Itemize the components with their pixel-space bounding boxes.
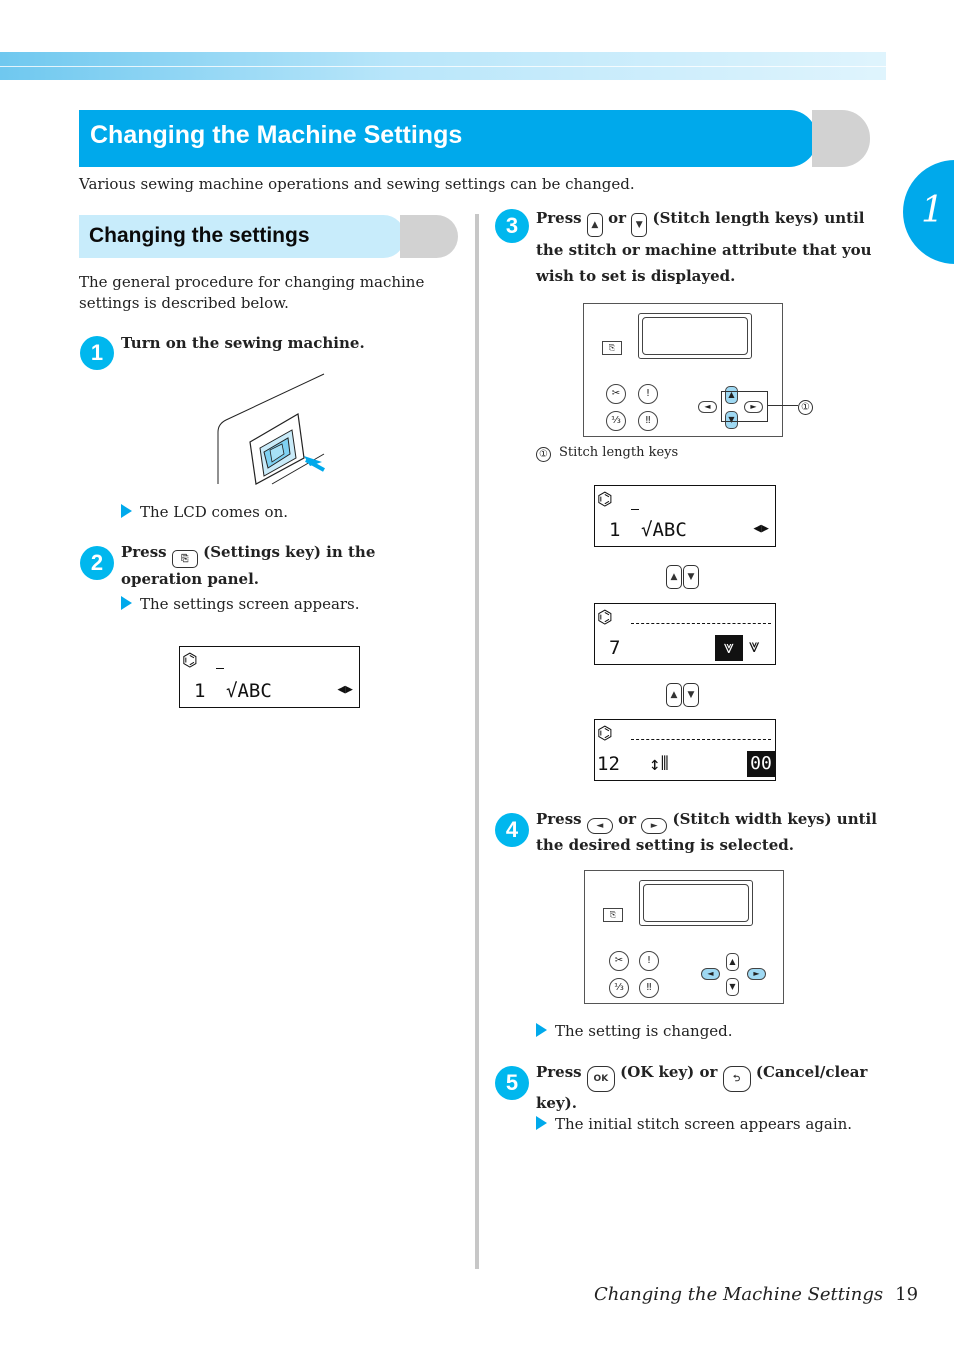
ok-key-icon: OK <box>587 1066 615 1092</box>
stitch-icon: ⌬ <box>182 650 198 671</box>
panel-lcd <box>638 313 752 359</box>
panel-up-key: ▲ <box>725 386 738 404</box>
stitch-length-up-key-icon: ▲ <box>587 213 603 237</box>
lcd-screen-a <box>594 485 776 547</box>
step-3-or: or <box>608 209 627 227</box>
step-3-number: 3 <box>495 209 529 243</box>
stitch-icon: ⌬ <box>597 489 613 510</box>
result-arrow-icon <box>121 504 132 518</box>
up-key-icon: ▲ <box>666 683 682 707</box>
section-title: Changing the settings <box>89 224 310 247</box>
lcd-screen-c <box>594 719 776 781</box>
step-1-result-text: The LCD comes on. <box>140 503 289 521</box>
header-band-line <box>0 66 886 67</box>
step-4-number: 4 <box>495 813 529 847</box>
header-band <box>0 52 886 80</box>
lcd-number: 7 <box>609 637 621 659</box>
panel-down-key: ▼ <box>726 978 739 996</box>
column-divider <box>475 214 479 1269</box>
cancel-key-icon: ⮌ <box>723 1066 751 1092</box>
step-5-rest: (Cancel/clear key). <box>536 1063 868 1112</box>
step-5-result <box>536 1115 852 1133</box>
panel-left-key: ◄ <box>698 401 717 413</box>
stitch-icon: ⌬ <box>597 607 613 628</box>
result-arrow-icon <box>536 1116 547 1130</box>
step-4-rest: (Stitch width keys) until the desired setting is selected. <box>536 810 877 854</box>
caption-callout: ① <box>536 447 551 462</box>
lcd-number: 1 <box>194 680 206 702</box>
step-4-text <box>536 808 881 856</box>
lcd-value: √ABC <box>641 519 687 541</box>
lcd-settings-screen <box>179 646 360 708</box>
panel-up-key: ▲ <box>726 953 739 971</box>
reverse-icon: ! <box>638 384 658 404</box>
chapter-number: 1 <box>921 190 944 231</box>
step-2-rest: (Settings key) in the operation panel. <box>121 543 376 588</box>
chapter-tab <box>903 160 954 264</box>
intro-text: Various sewing machine operations and sewing settings can be changed. <box>79 175 635 193</box>
step-2-result-text: The settings screen appears. <box>140 595 360 613</box>
result-arrow-icon <box>536 1023 547 1037</box>
needle-position-icon: ⅓ <box>606 411 626 431</box>
lcd-number: 1 <box>609 519 621 541</box>
step-3-rest: (Stitch length keys) until the stitch or machine attribute that you wish to set is displayed. <box>536 209 872 285</box>
title-bar-shadow <box>812 110 870 167</box>
panel-lcd <box>639 880 753 926</box>
step-5-press: Press <box>536 1063 582 1081</box>
up-key-icon: ▲ <box>666 565 682 589</box>
down-key-icon: ▼ <box>683 565 699 589</box>
step-3-press: Press <box>536 209 582 227</box>
lcd-value: √ABC <box>226 680 272 702</box>
settings-key-icon: ⎘ <box>602 341 622 355</box>
step-4-press: Press <box>536 810 582 828</box>
settings-key-icon: ⎘ <box>603 908 623 922</box>
stitch-width-left-key-icon: ◄ <box>587 818 613 834</box>
stitch-width-right-key-icon: ► <box>641 818 667 834</box>
lcd-number: 12 <box>597 753 620 775</box>
panel-right-key: ► <box>744 401 763 413</box>
operation-panel-1 <box>583 303 783 437</box>
reinforce-icon: ‼ <box>639 978 659 998</box>
step-3-text <box>536 205 881 289</box>
step-4-result <box>536 1022 733 1040</box>
needle-position-icon: ⅓ <box>609 978 629 998</box>
callout-box <box>721 391 768 422</box>
panel-down-key: ▼ <box>725 411 738 429</box>
step-5-mid: (OK key) or <box>620 1063 718 1081</box>
settings-key-icon: ⎘ <box>172 550 198 568</box>
step-5-text <box>536 1061 881 1114</box>
page-title: Changing the Machine Settings <box>90 121 463 149</box>
step-1-number: 1 <box>80 336 114 370</box>
scissors-icon: ✂ <box>606 384 626 404</box>
step-1-result <box>121 503 288 521</box>
lcd-screen-b <box>594 603 776 665</box>
step-2-number: 2 <box>80 546 114 580</box>
panel-right-key: ► <box>747 968 766 980</box>
section-bar-shadow <box>400 215 458 258</box>
caption-text: Stitch length keys <box>559 445 679 460</box>
page-footer <box>594 1284 918 1305</box>
stitch-length-caption <box>536 445 678 461</box>
step-5-result-text: The initial stitch screen appears again. <box>555 1115 853 1133</box>
stitch-icon: ⌬ <box>597 723 613 744</box>
panel-left-key: ◄ <box>701 968 720 980</box>
down-key-icon: ▼ <box>683 683 699 707</box>
page-number: 19 <box>895 1284 919 1305</box>
lcd-selected-icon: ⩔ <box>715 635 743 661</box>
scissors-icon: ✂ <box>609 951 629 971</box>
lcd-arrows-icon: ◀▶ <box>337 682 353 697</box>
step-2-press: Press <box>121 543 167 561</box>
step-2-text <box>121 541 461 590</box>
step-5-number: 5 <box>495 1066 529 1100</box>
updown-keys-2 <box>666 678 700 707</box>
step-4-result-text: The setting is changed. <box>555 1022 733 1040</box>
step-1-text: Turn on the sewing machine. <box>121 334 365 352</box>
title-bar <box>79 110 817 167</box>
footer-title: Changing the Machine Settings <box>594 1284 884 1305</box>
lcd-option-icon: ⩔ <box>749 635 760 657</box>
result-arrow-icon <box>121 596 132 610</box>
lcd-selected-value: 00 <box>747 751 775 777</box>
step-2-result <box>121 595 360 613</box>
section-bar <box>79 215 405 258</box>
lcd-value: ↕⦀ <box>649 753 669 775</box>
callout-1: ① <box>798 400 813 415</box>
updown-keys-1 <box>666 560 700 589</box>
reverse-icon: ! <box>639 951 659 971</box>
lcd-arrows-icon: ◀▶ <box>753 521 769 536</box>
operation-panel-2 <box>584 870 784 1004</box>
step-4-or: or <box>618 810 637 828</box>
stitch-length-down-key-icon: ▼ <box>631 213 647 237</box>
reinforce-icon: ‼ <box>638 411 658 431</box>
power-switch-illustration <box>210 370 330 488</box>
section-intro: The general procedure for changing machine settings is described below. <box>79 273 425 312</box>
